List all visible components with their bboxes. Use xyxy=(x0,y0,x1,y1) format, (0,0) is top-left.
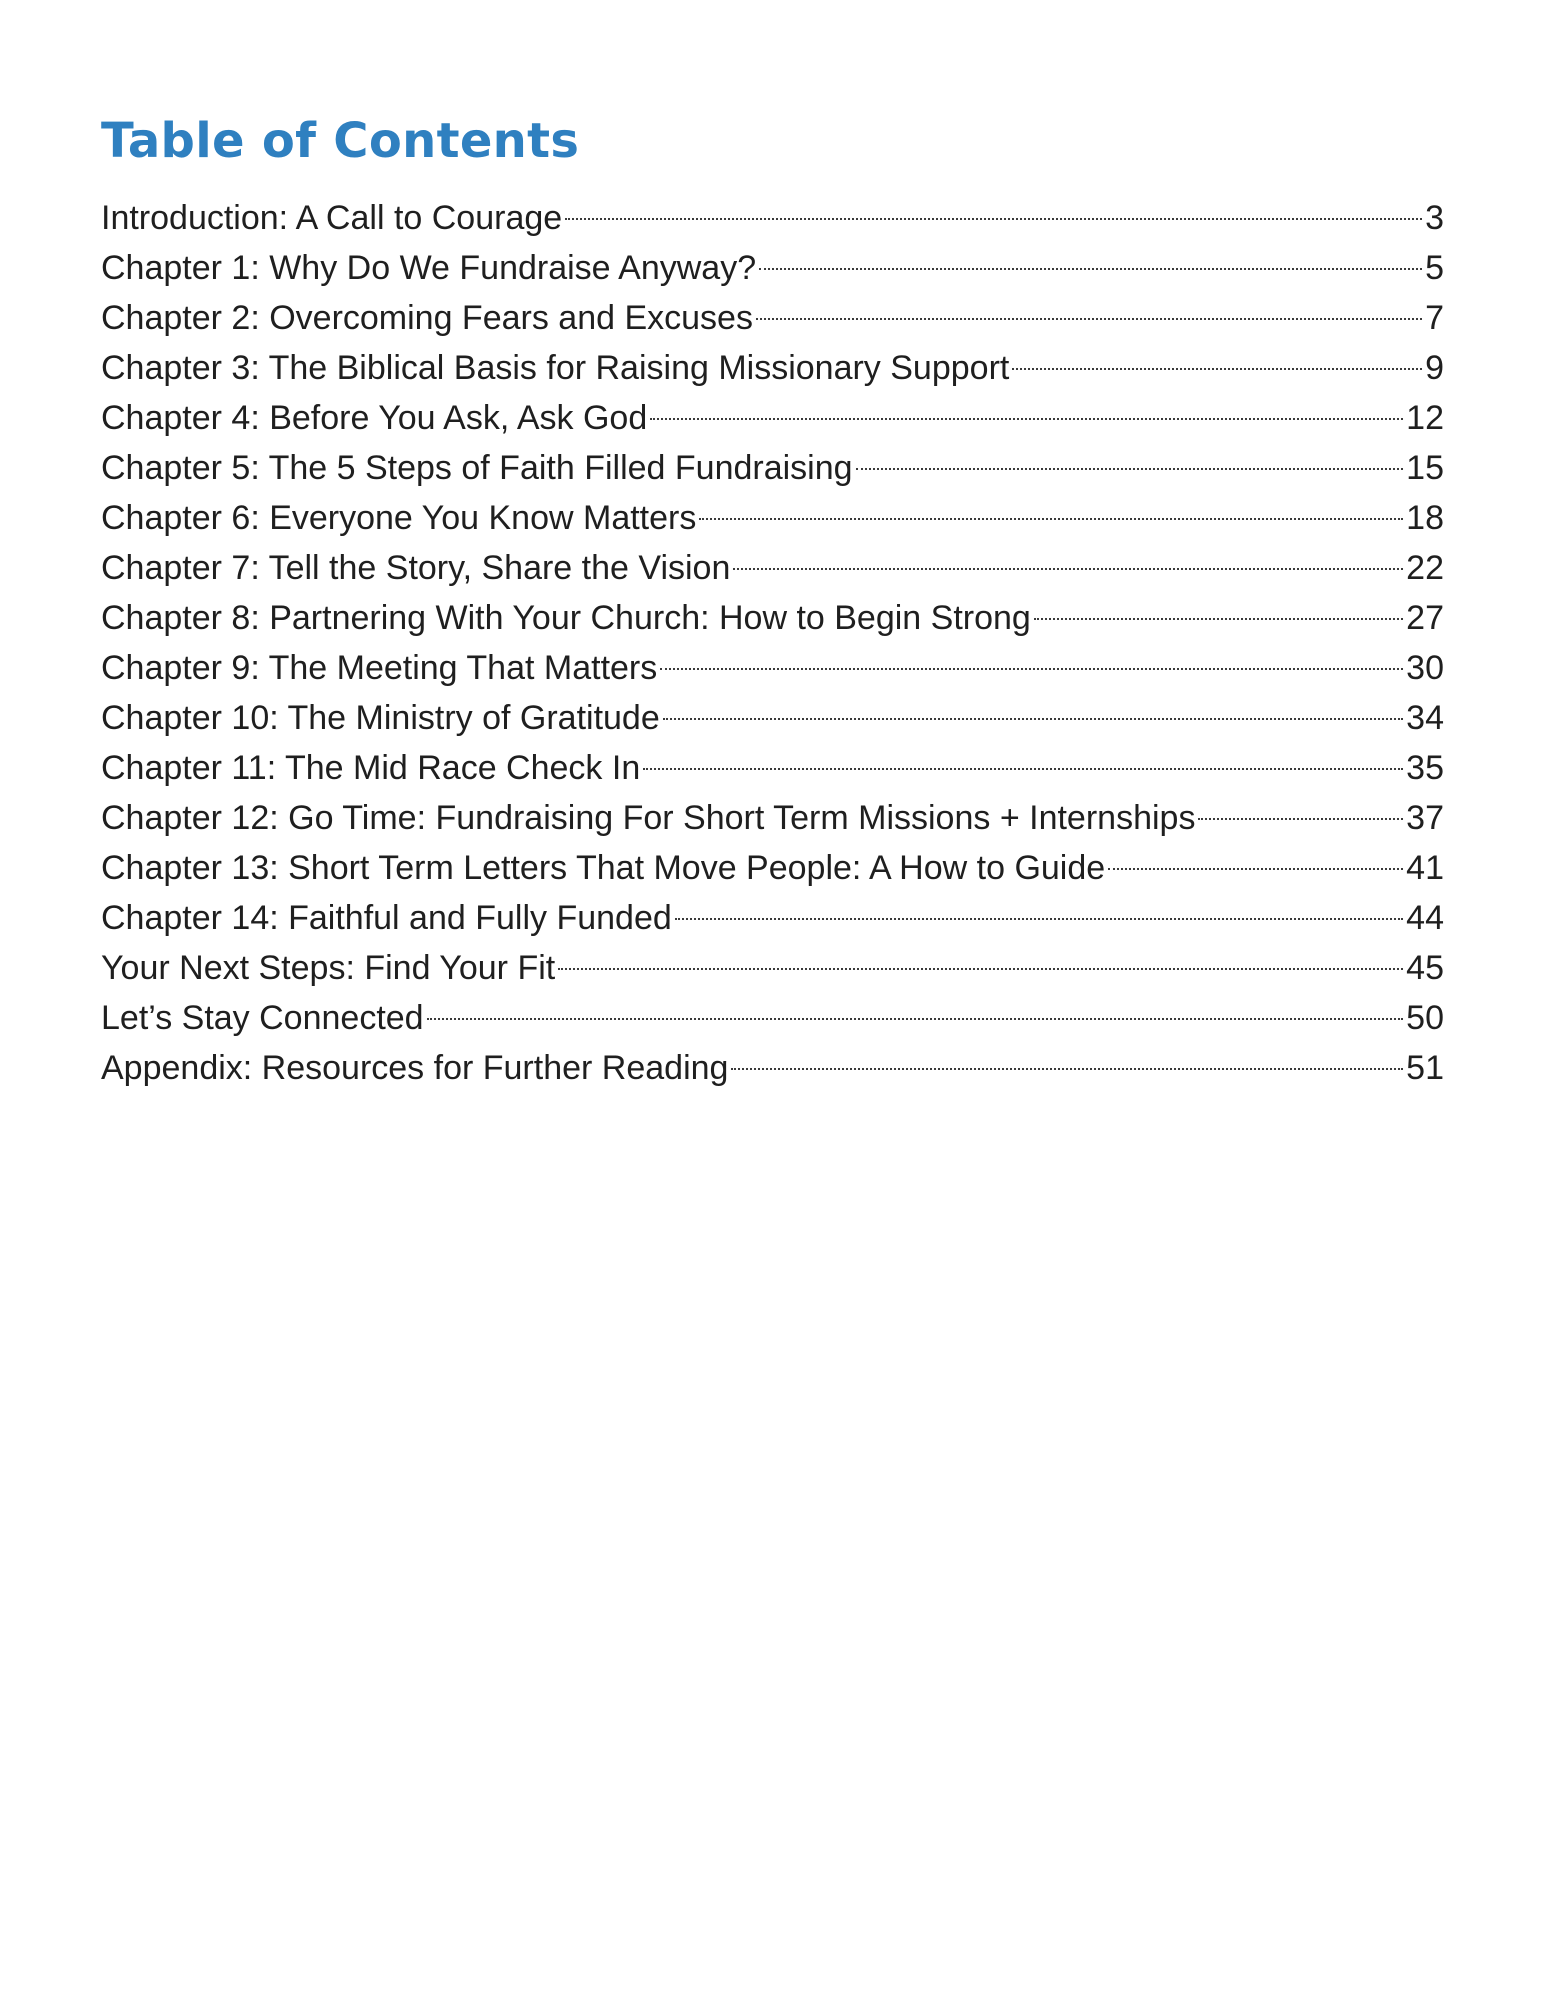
toc-entry xyxy=(101,193,1444,243)
dot-leader xyxy=(558,968,1403,970)
dot-leader xyxy=(675,918,1403,920)
toc-entry-page-number: 50 xyxy=(1406,999,1444,1037)
dot-leader xyxy=(699,518,1403,520)
toc-entry xyxy=(101,343,1444,393)
toc-entry-label: Chapter 4: Before You Ask, Ask God xyxy=(101,399,648,437)
dot-leader xyxy=(427,1018,1404,1020)
toc-entry-page-number: 34 xyxy=(1406,699,1444,737)
toc-entry-page-number: 12 xyxy=(1406,399,1444,437)
toc-entry-label: Chapter 5: The 5 Steps of Faith Filled Fundraising xyxy=(101,449,853,487)
toc-entry xyxy=(101,843,1444,893)
toc-entry-page-number: 41 xyxy=(1406,849,1444,887)
toc-entry-label: Chapter 13: Short Term Letters That Move People: A How to Guide xyxy=(101,849,1106,887)
dot-leader xyxy=(856,468,1404,470)
dot-leader xyxy=(759,268,1422,270)
toc-entry xyxy=(101,893,1444,943)
page-title: Table of Contents xyxy=(101,113,580,169)
toc-entry xyxy=(101,693,1444,743)
dot-leader xyxy=(733,568,1403,570)
toc-entry-label: Chapter 2: Overcoming Fears and Excuses xyxy=(101,299,753,337)
toc-entry-label: Chapter 6: Everyone You Know Matters xyxy=(101,499,697,537)
toc-entry-label: Your Next Steps: Find Your Fit xyxy=(101,949,556,987)
toc-entry xyxy=(101,543,1444,593)
toc-entry-label: Chapter 8: Partnering With Your Church: How to Begin Strong xyxy=(101,599,1031,637)
dot-leader xyxy=(1034,618,1403,620)
toc-entry-page-number: 35 xyxy=(1406,749,1444,787)
toc-entry-label: Chapter 7: Tell the Story, Share the Vision xyxy=(101,549,731,587)
dot-leader xyxy=(1108,868,1403,870)
toc-entry xyxy=(101,793,1444,843)
toc-entry-page-number: 15 xyxy=(1406,449,1444,487)
toc-entry-page-number: 7 xyxy=(1425,299,1444,337)
toc-entry-label: Chapter 1: Why Do We Fundraise Anyway? xyxy=(101,249,757,287)
toc-entry-label: Appendix: Resources for Further Reading xyxy=(101,1049,729,1087)
toc-entry xyxy=(101,443,1444,493)
toc-entry-label: Introduction: A Call to Courage xyxy=(101,199,563,237)
dot-leader xyxy=(1198,818,1403,820)
toc-entry xyxy=(101,243,1444,293)
toc-entry-page-number: 18 xyxy=(1406,499,1444,537)
toc-entry-label: Chapter 14: Faithful and Fully Funded xyxy=(101,899,672,937)
toc-list xyxy=(101,193,1444,1093)
dot-leader xyxy=(650,418,1403,420)
toc-entry-page-number: 44 xyxy=(1406,899,1444,937)
toc-entry-page-number: 5 xyxy=(1425,249,1444,287)
dot-leader xyxy=(565,218,1422,220)
toc-entry-label: Chapter 9: The Meeting That Matters xyxy=(101,649,658,687)
toc-entry xyxy=(101,643,1444,693)
dot-leader xyxy=(1012,368,1422,370)
toc-entry-label: Chapter 3: The Biblical Basis for Raising Missionary Support xyxy=(101,349,1010,387)
dot-leader xyxy=(660,668,1403,670)
toc-entry-page-number: 22 xyxy=(1406,549,1444,587)
toc-entry-label: Chapter 11: The Mid Race Check In xyxy=(101,749,641,787)
toc-entry xyxy=(101,393,1444,443)
dot-leader xyxy=(731,1068,1403,1070)
toc-entry xyxy=(101,993,1444,1043)
toc-entry-page-number: 30 xyxy=(1406,649,1444,687)
toc-entry-page-number: 9 xyxy=(1425,349,1444,387)
dot-leader xyxy=(756,318,1422,320)
dot-leader xyxy=(643,768,1403,770)
toc-entry-page-number: 3 xyxy=(1425,199,1444,237)
toc-entry-page-number: 27 xyxy=(1406,599,1444,637)
dot-leader xyxy=(663,718,1403,720)
toc-entry xyxy=(101,943,1444,993)
toc-entry xyxy=(101,293,1444,343)
toc-entry-page-number: 45 xyxy=(1406,949,1444,987)
toc-entry-page-number: 37 xyxy=(1406,799,1444,837)
toc-entry-label: Chapter 10: The Ministry of Gratitude xyxy=(101,699,660,737)
toc-entry-label: Chapter 12: Go Time: Fundraising For Short Term Missions + Internships xyxy=(101,799,1196,837)
toc-entry xyxy=(101,593,1444,643)
toc-entry xyxy=(101,743,1444,793)
toc-entry xyxy=(101,493,1444,543)
toc-entry-page-number: 51 xyxy=(1406,1049,1444,1087)
toc-entry-label: Let’s Stay Connected xyxy=(101,999,424,1037)
toc-entry xyxy=(101,1043,1444,1093)
